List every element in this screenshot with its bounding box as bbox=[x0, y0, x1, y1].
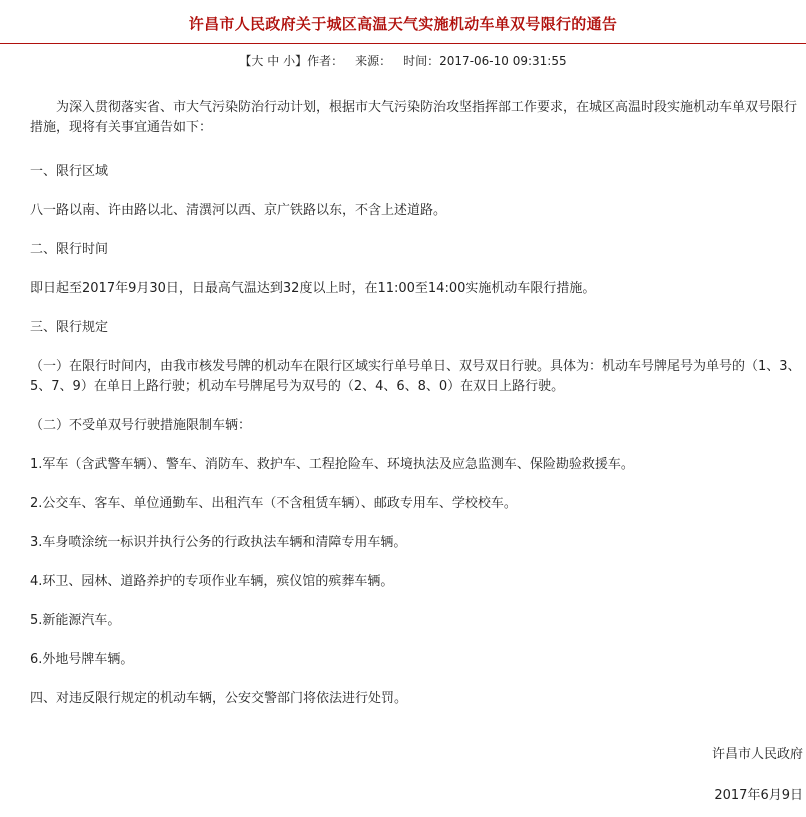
signature-date: 2017年6月9日 bbox=[714, 788, 803, 803]
exempt-item-4: 4.环卫、园林、道路养护的专项作业车辆，殡仪馆的殡葬车辆。 bbox=[30, 574, 394, 589]
signature-org: 许昌市人民政府 bbox=[711, 747, 803, 762]
exempt-item-1: 1.军车（含武警车辆）、警车、消防车、救护车、工程抢险车、环境执法及应急监测车、保险勘验救援车。 bbox=[30, 457, 634, 472]
section-3-paragraph-2: （二）不受单双号行驶措施限制车辆： bbox=[30, 418, 252, 433]
page-title: 许昌市人民政府关于城区高温天气实施机动车单双号限行的通告 bbox=[188, 15, 618, 33]
section-3-paragraph-1: （一）在限行时间内，由我市核发号牌的机动车在限行区域实行单号单日、双号双日行驶。具体为：机动车号牌尾号为单号的（1、3、5、7、9）在单日上路行驶；机动车号牌尾号为双号的（2、4、6、8、0）在双日上路行驶。 bbox=[30, 359, 801, 394]
section-3-heading: 三、限行规定 bbox=[30, 320, 109, 335]
source-label: 来源： bbox=[355, 54, 392, 68]
bracket-open: 【 bbox=[239, 54, 252, 68]
exempt-item-2: 2.公交车、客车、单位通勤车、出租汽车（不含租赁车辆）、邮政专用车、学校校车。 bbox=[30, 496, 517, 511]
intro-paragraph: 为深入贯彻落实省、市大气污染防治行动计划，根据市大气污染防治攻坚指挥部工作要求，在城区高温时段实施机动车单双号限行措施，现将有关事宜通告如下： bbox=[30, 100, 798, 135]
title-divider bbox=[0, 43, 806, 44]
section-2-text: 即日起至2017年9月30日，日最高气温达到32度以上时，在11:00至14:00实施机动车限行措施。 bbox=[30, 281, 596, 296]
author-label: 作者： bbox=[307, 54, 344, 68]
exempt-item-3: 3.车身喷涂统一标识并执行公务的行政执法车辆和清障专用车辆。 bbox=[30, 535, 407, 550]
section-1-heading: 一、限行区域 bbox=[30, 164, 109, 179]
exempt-item-5: 5.新能源汽车。 bbox=[30, 613, 121, 628]
font-size-medium-button[interactable]: 中 bbox=[267, 54, 280, 68]
article-body bbox=[30, 98, 806, 709]
publish-time: 时间：2017-06-10 09:31:55 bbox=[403, 54, 567, 68]
font-size-large-button[interactable]: 大 bbox=[251, 54, 264, 68]
section-2-heading: 二、限行时间 bbox=[30, 242, 109, 257]
bracket-close: 】 bbox=[295, 54, 308, 68]
font-size-small-button[interactable]: 小 bbox=[283, 54, 296, 68]
section-1-text: 八一路以南、许由路以北、清潩河以西、京广铁路以东，不含上述道路。 bbox=[30, 203, 447, 218]
section-4-text: 四、对违反限行规定的机动车辆，公安交警部门将依法进行处罚。 bbox=[30, 691, 408, 706]
exempt-item-6: 6.外地号牌车辆。 bbox=[30, 652, 134, 667]
article-meta bbox=[0, 52, 806, 70]
